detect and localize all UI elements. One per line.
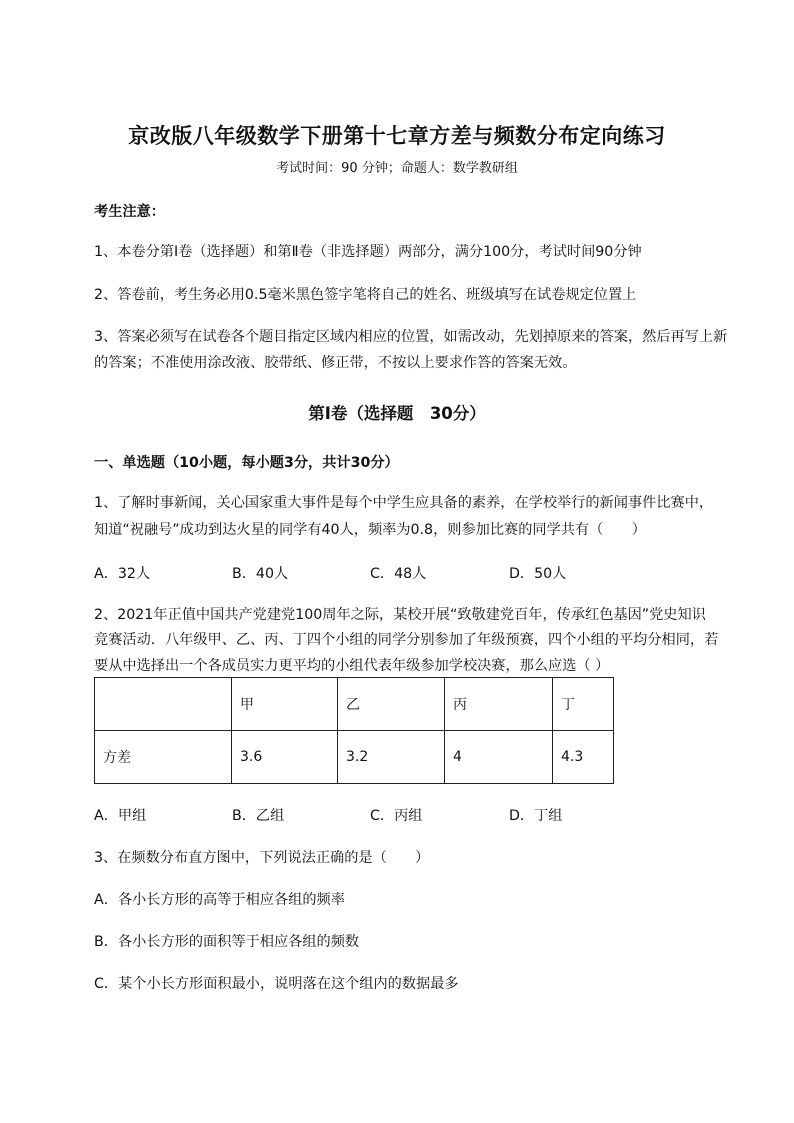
question-1-line-2: 知道“祝融号”成功到达火星的同学有40人，频率为0.8，则参加比赛的同学共有（ ） xyxy=(94,522,646,538)
question-1-option-d[interactable]: D．50人 xyxy=(509,566,567,582)
question-1-line-1: 1、了解时事新闻，关心国家重大事件是每个中学生应具备的素养，在学校举行的新闻事件比赛中， xyxy=(94,495,714,511)
table-cell-bing: 4 xyxy=(445,731,553,784)
table-header-bing: 丙 xyxy=(445,678,553,731)
exam-info: 考试时间：90 分钟；命题人：数学教研组 xyxy=(276,161,518,176)
table-header-row xyxy=(95,678,614,731)
question-2-option-b[interactable]: B．乙组 xyxy=(232,808,285,824)
notice-item-2: 2、答卷前，考生务必用0.5毫米黑色签字笔将自己的姓名、班级填写在试卷规定位置上 xyxy=(94,287,637,303)
table-row-label: 方差 xyxy=(95,731,232,784)
question-2-line-2: 竞赛活动．八年级甲、乙、丙、丁四个小组的同学分别参加了年级预赛，四个小组的平均分相同，若 xyxy=(94,632,719,648)
question-3-option-a[interactable]: A．各小长方形的高等于相应各组的频率 xyxy=(94,892,345,908)
question-3-option-c[interactable]: C．某个小长方形面积最小，说明落在这个组内的数据最多 xyxy=(94,976,459,992)
question-2-option-c[interactable]: C．丙组 xyxy=(370,808,423,824)
question-1-option-b[interactable]: B．40人 xyxy=(232,566,289,582)
question-2-option-a[interactable]: A．甲组 xyxy=(94,808,147,824)
table-header-jia: 甲 xyxy=(232,678,338,731)
table-cell-ding: 4.3 xyxy=(553,731,614,784)
question-1-option-c[interactable]: C．48人 xyxy=(370,566,427,582)
question-3-line-1: 3、在频数分布直方图中，下列说法正确的是（ ） xyxy=(94,850,430,866)
table-cell-jia: 3.6 xyxy=(232,731,338,784)
question-2-option-d[interactable]: D．丁组 xyxy=(509,808,563,824)
part-heading: 一、单选题（10小题，每小题3分，共计30分） xyxy=(94,455,399,471)
page-title: 京改版八年级数学下册第十七章方差与频数分布定向练习 xyxy=(128,124,666,148)
table-corner-cell xyxy=(95,678,232,731)
question-2-line-3: 要从中选择出一个各成员实力更平均的小组代表年级参加学校决赛，那么应选（ ） xyxy=(94,658,610,674)
variance-table xyxy=(94,677,614,784)
notice-heading: 考生注意： xyxy=(94,204,165,220)
question-2-line-1: 2、2021年正值中国共产党建党100周年之际，某校开展“致敬建党百年，传承红色基因”党史知识 xyxy=(94,607,706,623)
question-3-option-b[interactable]: B．各小长方形的面积等于相应各组的频数 xyxy=(94,934,360,950)
table-header-ding: 丁 xyxy=(553,678,614,731)
table-row xyxy=(95,731,614,784)
section-title: 第Ⅰ卷（选择题 30分） xyxy=(308,404,486,423)
notice-item-3-cont: 的答案；不准使用涂改液、胶带纸、修正带，不按以上要求作答的答案无效。 xyxy=(94,355,577,371)
table-header-yi: 乙 xyxy=(338,678,445,731)
table-cell-yi: 3.2 xyxy=(338,731,445,784)
notice-item-3: 3、答案必须写在试卷各个题目指定区域内相应的位置，如需改动，先划掉原来的答案，然后再写上新 xyxy=(94,329,728,345)
notice-item-1: 1、本卷分第Ⅰ卷（选择题）和第Ⅱ卷（非选择题）两部分，满分100分，考试时间90分钟 xyxy=(94,244,642,260)
question-1-option-a[interactable]: A．32人 xyxy=(94,566,151,582)
